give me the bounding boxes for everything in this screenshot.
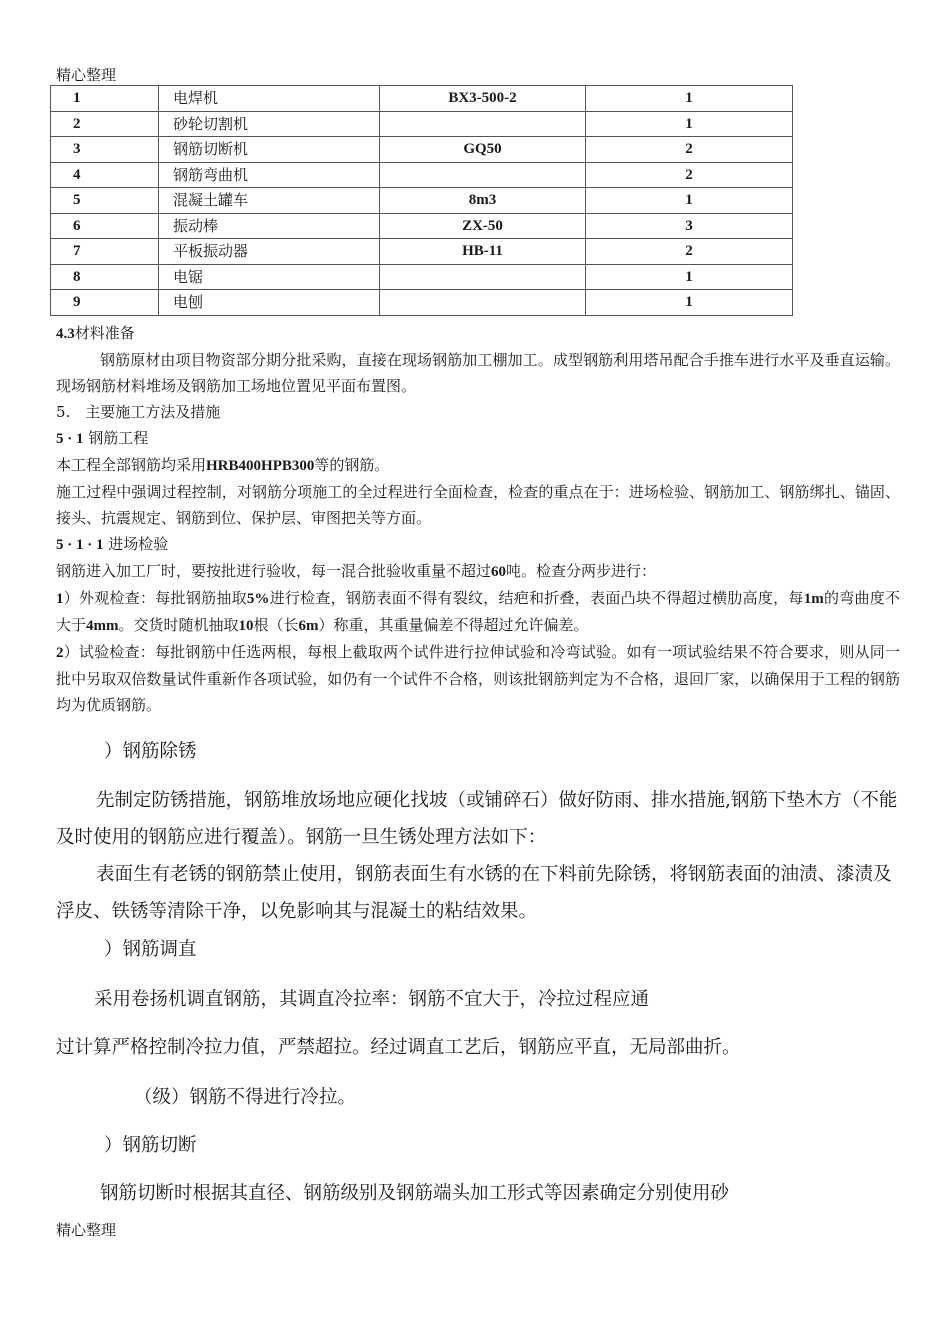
page-header: 精心整理	[56, 66, 117, 84]
section-4-3-heading: 4.3材料准备	[56, 324, 135, 342]
table-row	[51, 137, 793, 163]
table-row	[51, 111, 793, 137]
equipment-quantity: 2	[586, 137, 793, 163]
straightening-section	[56, 932, 902, 1116]
row-number: 6	[51, 213, 159, 239]
table-row	[51, 264, 793, 290]
table-row	[51, 162, 793, 188]
visual-check-paragraph: 1）外观检查：每批钢筋抽取5%进行检查，钢筋表面不得有裂纹，结疤和折叠，表面凸块不得超过横肋高度，每1m的弯曲度不大于4mm。交货时随机抽取10根（长6m）称重，其重量偏差不得超过允许偏差。	[56, 589, 900, 634]
equipment-model: 8m3	[380, 188, 586, 214]
table-row	[51, 188, 793, 214]
row-number: 8	[51, 264, 159, 290]
cutting-paragraph: 钢筋切断时根据其直径、钢筋级别及钢筋端头加工形式等因素确定分别使用砂	[100, 1183, 730, 1204]
row-number: 3	[51, 137, 159, 163]
equipment-name: 振动棒	[159, 213, 380, 239]
material-paragraph: 钢筋原材由项目物资部分期分批采购，直接在现场钢筋加工棚加工。成型钢筋利用塔吊配合手推车进行水平及垂直运输。现场钢筋材料堆场及钢筋加工场地位置见平面布置图。	[56, 351, 900, 395]
table-row	[51, 213, 793, 239]
equipment-name: 电刨	[159, 290, 380, 316]
process-control-paragraph: 施工过程中强调过程控制，对钢筋分项施工的全过程进行全面检查，检查的重点在于：进场检验、钢筋加工、钢筋绑扎、锚固、接头、抗震规定、钢筋到位、保护层、审图把关等方面。	[56, 483, 900, 527]
acceptance-paragraph: 钢筋进入加工厂时，要按批进行验收，每一混合批验收重量不超过60吨。检查分两步进行：	[56, 562, 657, 580]
row-number: 1	[51, 86, 159, 112]
row-number: 5	[51, 188, 159, 214]
table-row	[51, 290, 793, 316]
equipment-model: HB-11	[380, 239, 586, 265]
equipment-name: 电锯	[159, 264, 380, 290]
equipment-name: 平板振动器	[159, 239, 380, 265]
equipment-model	[380, 111, 586, 137]
equipment-name: 混凝土罐车	[159, 188, 380, 214]
equipment-quantity: 1	[586, 290, 793, 316]
equipment-model	[380, 264, 586, 290]
material-section	[56, 320, 900, 718]
cutting-heading: ）钢筋切断	[104, 1135, 197, 1156]
equipment-quantity: 1	[586, 188, 793, 214]
equipment-name: 钢筋切断机	[159, 137, 380, 163]
equipment-model	[380, 162, 586, 188]
row-number: 4	[51, 162, 159, 188]
equipment-model: BX3-500-2	[380, 86, 586, 112]
equipment-table	[50, 85, 793, 316]
equipment-quantity: 1	[586, 111, 793, 137]
section-5-heading: 5. 主要施工方法及措施	[56, 403, 221, 421]
equipment-quantity: 2	[586, 162, 793, 188]
equipment-quantity: 1	[586, 86, 793, 112]
row-number: 7	[51, 239, 159, 265]
equipment-quantity: 1	[586, 264, 793, 290]
page-footer: 精心整理	[56, 1221, 117, 1239]
steel-grade-paragraph: 本工程全部钢筋均采用HRB400HPB300等的钢筋。	[56, 456, 390, 474]
section-5-1-heading: 5 · 1 钢筋工程	[56, 429, 149, 447]
equipment-quantity: 3	[586, 213, 793, 239]
equipment-name: 砂轮切割机	[159, 111, 380, 137]
straightening-heading: ）钢筋调直	[104, 939, 197, 960]
row-number: 9	[51, 290, 159, 316]
equipment-name: 电焊机	[159, 86, 380, 112]
equipment-model: ZX-50	[380, 213, 586, 239]
rust-paragraph-1: 先制定防锈措施，钢筋堆放场地应硬化找坡（或铺碎石）做好防雨、排水措施,钢筋下垫木方（不能及时使用的钢筋应进行覆盖）。钢筋一旦生锈处理方法如下：	[56, 790, 898, 848]
rust-removal-section	[56, 734, 902, 930]
table-row	[51, 239, 793, 265]
row-number: 2	[51, 111, 159, 137]
grade-note: （级）钢筋不得进行冷拉。	[134, 1087, 357, 1108]
section-5-1-1-heading: 5 · 1 · 1 进场检验	[56, 535, 169, 553]
straightening-paragraph-1: 采用卷扬机调直钢筋，其调直冷拉率：钢筋不宜大于，冷拉过程应通	[94, 989, 650, 1010]
equipment-model	[380, 290, 586, 316]
rust-removal-heading: ）钢筋除锈	[104, 741, 197, 762]
equipment-name: 钢筋弯曲机	[159, 162, 380, 188]
equipment-quantity: 2	[586, 239, 793, 265]
equipment-model: GQ50	[380, 137, 586, 163]
straightening-paragraph-2: 过计算严格控制冷拉力值，严禁超拉。经过调直工艺后，钢筋应平直，无局部曲折。	[56, 1037, 741, 1058]
test-check-paragraph: 2）试验检查：每批钢筋中任选两根，每根上截取两个试件进行拉伸试验和冷弯试验。如有一项试验结果不符合要求，则从同一批中另取双倍数量试件重新作各项试验，如仍有一个试件不合格，则该批钢筋判定为不合格，退回厂家，以确保用于工程的钢筋均为优质钢筋。	[56, 643, 900, 714]
rust-paragraph-2: 表面生有老锈的钢筋禁止使用，钢筋表面生有水锈的在下料前先除锈，将钢筋表面的油渍、漆渍及浮皮、铁锈等清除干净，以免影响其与混凝土的粘结效果。	[56, 864, 892, 922]
table-row	[51, 86, 793, 112]
cutting-section	[56, 1128, 902, 1212]
